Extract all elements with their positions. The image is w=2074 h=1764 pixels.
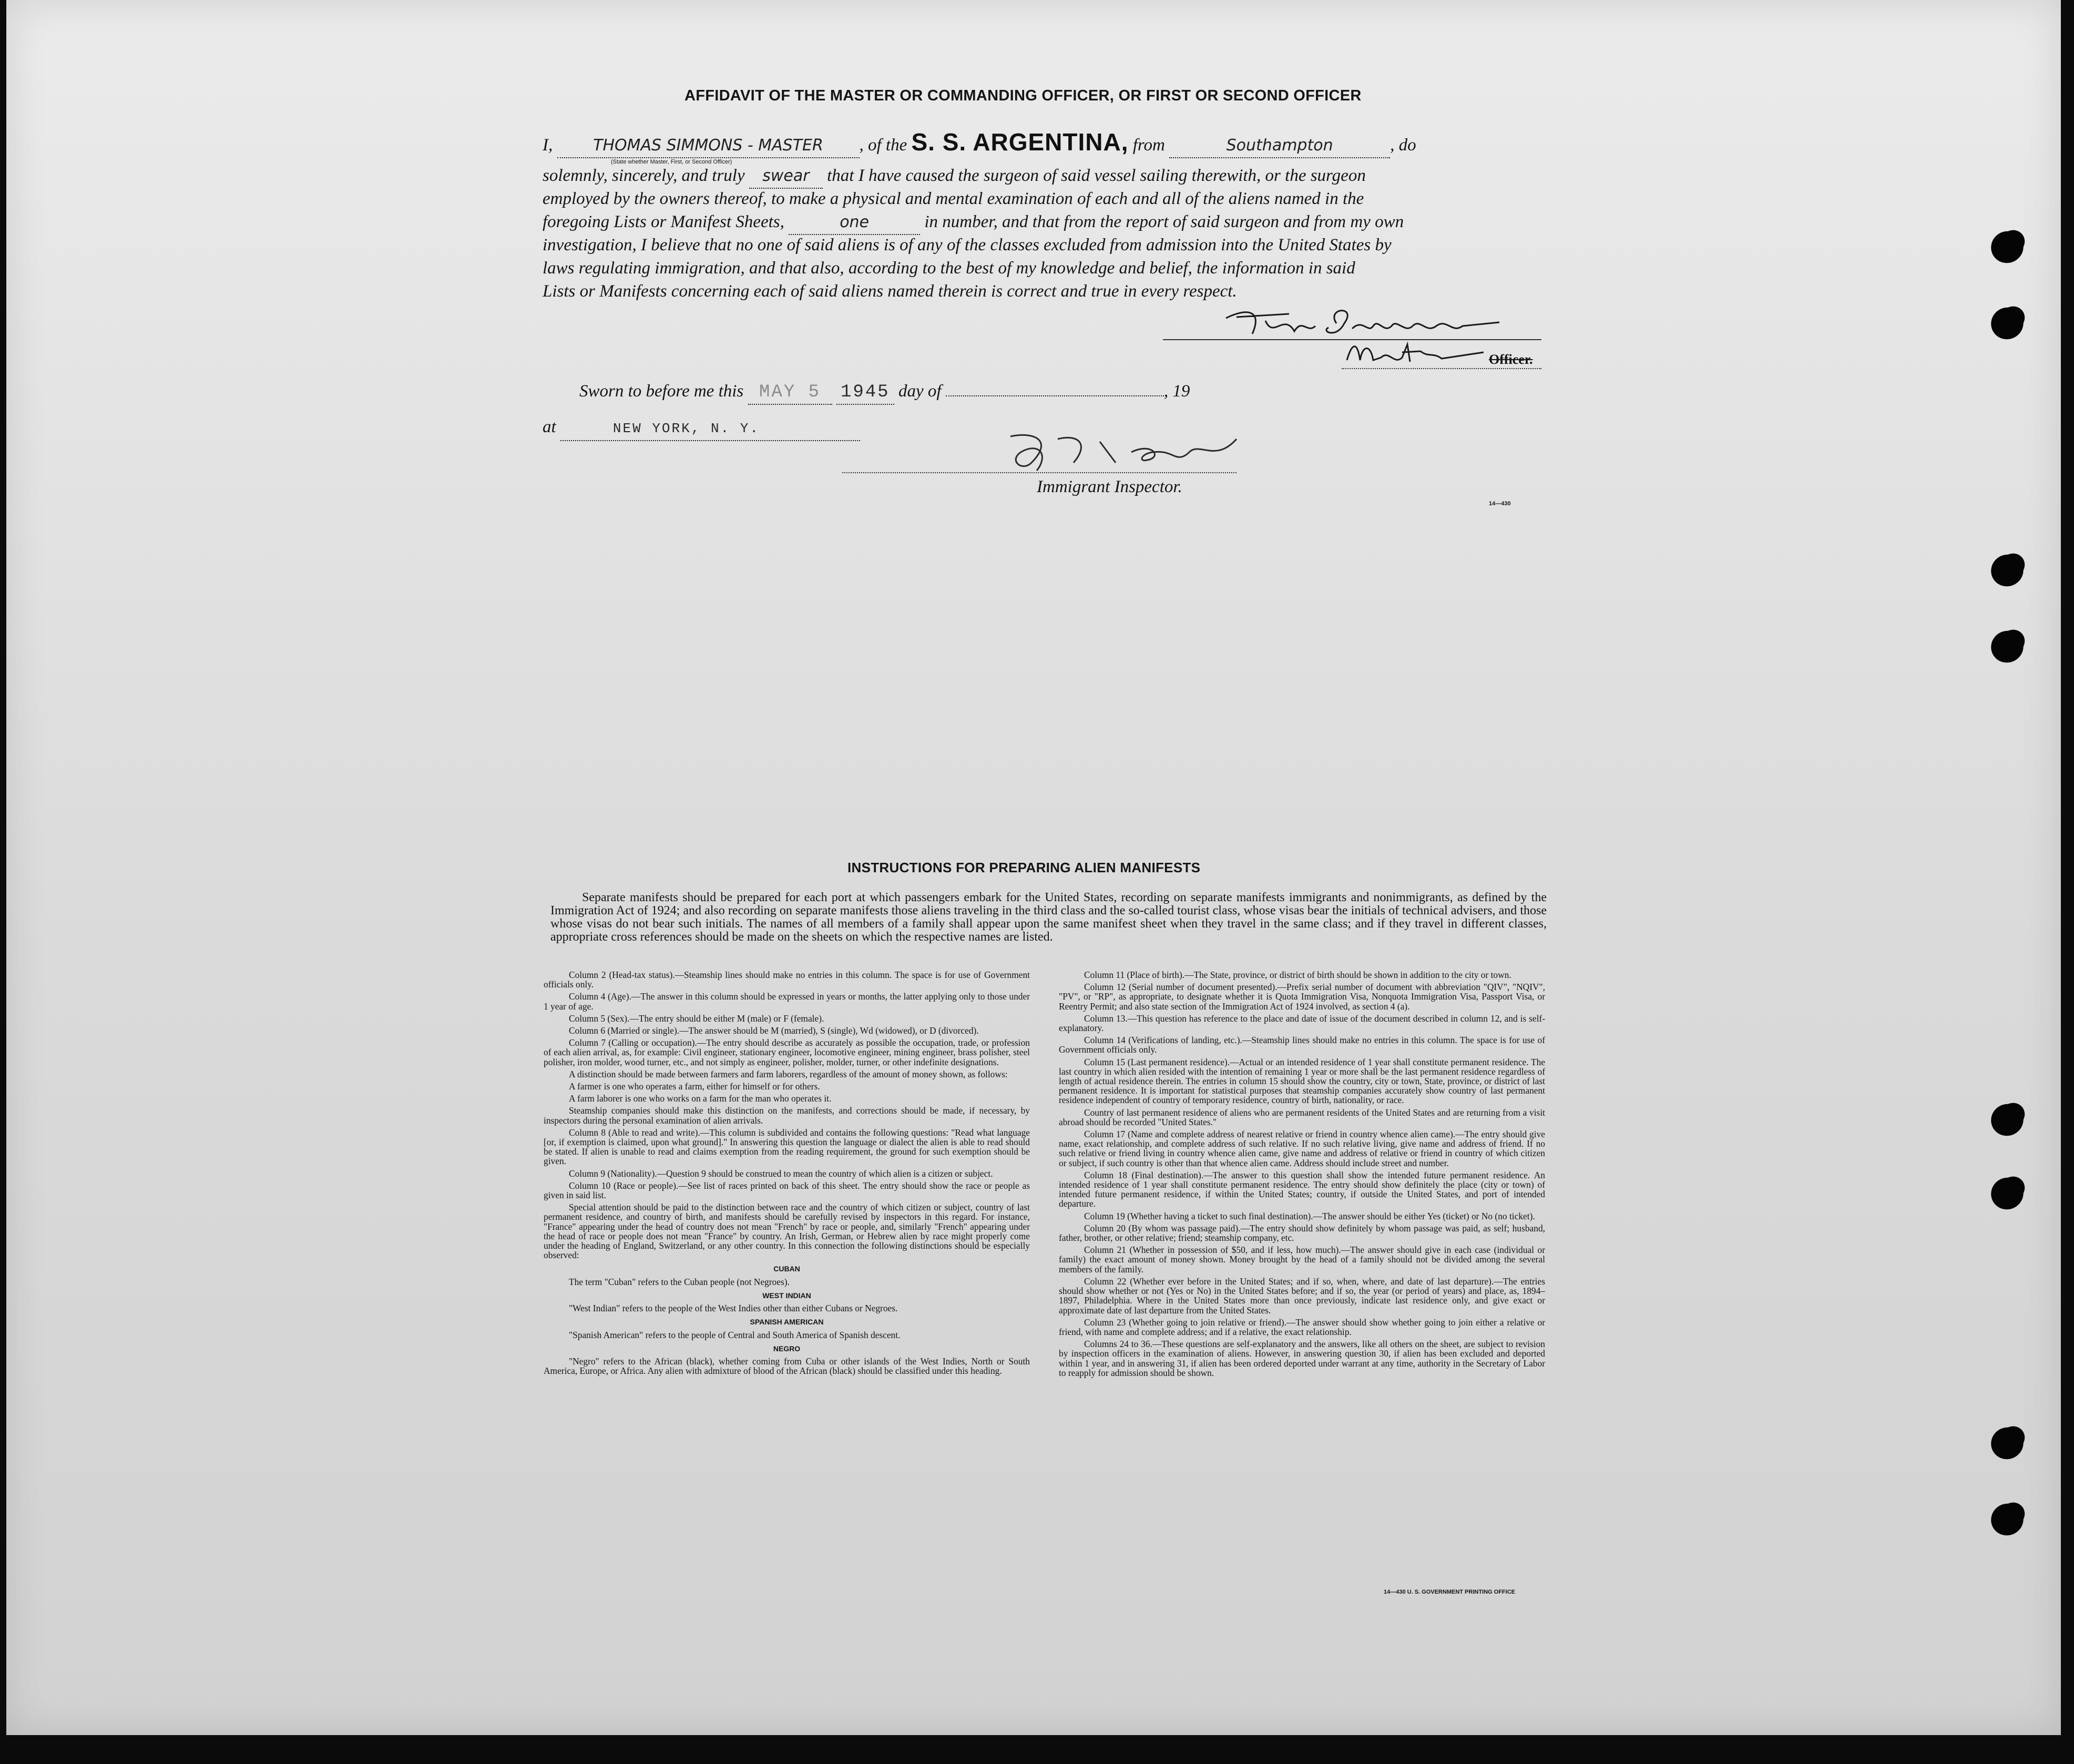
ship-name: S. S. ARGENTINA, <box>911 128 1129 156</box>
affidavit-solemnly: solemnly, sincerely, and truly <box>543 166 745 185</box>
affidavit-form-number: 14—430 <box>1489 501 1511 507</box>
instruction-paragraph: Column 12 (Serial number of document presented).—Prefix serial number of document with abbreviation "QIV", "NQIV", "PV", or "RP", as appropriate, to designate whether it is Quota Immigration Visa, Nonquota Immigration Visa, Passport Visa, or Reentry Permit; and also state section of the Immigration Act of 1924 involved, as section 4 (a). <box>1059 982 1545 1012</box>
affidavit-line-2 <box>543 164 1541 189</box>
heading-west-indian: WEST INDIAN <box>762 1291 811 1300</box>
instruction-paragraph: Column 22 (Whether ever before in the United States; and if so, when, where, and date of last departure).—The entries should show whether or not (Yes or No) in the United States before; and if so, the year (or period of years) and place, as, 1894–1897, Philadelphia. Where in the United States more than once previously, indicate last residence only, and give exact or approximate date of last departure from the United States. <box>1059 1276 1545 1316</box>
inspector-signature <box>995 421 1268 478</box>
instruction-paragraph: Column 2 (Head-tax status).—Steamship lines should make no entries in this column. The space is for use of Government officials only. <box>544 970 1030 990</box>
instruction-paragraph: Columns 24 to 36.—These questions are self-explanatory and the answers, like all others on the sheet, are subject to revision by inspection officers in the examination of aliens. However, in answering question 30, if alien has been excluded and deported within 1 year, and in answering 31, if alien has been ordered deported under warrant at any time, authority in the Secretary of Labor to reapply for admission should be shown. <box>1059 1339 1545 1378</box>
instructions-intro: Separate manifests should be prepared for each port at which passengers embark for the United States, recording on separate manifests immigrants and nonimmigrants, as defined by the Immigration Act of 1924; and also recording on separate manifests those aliens traveling in the third class and the so-called tourist class, whose visas bear the initials of technical advisers, and those whose visas do not bear such initials. The names of all members of a family shall appear upon the same manifest sheet when they travel in the same class; and if they travel in different classes, appropriate cross references should be made on the sheets on which the respective names are listed. <box>550 891 1547 944</box>
place-stamp: NEW YORK, N. Y. <box>560 417 860 441</box>
punch-hole <box>1986 1098 2029 1141</box>
instruction-paragraph: Column 18 (Final destination).—The answer to this question shall show the intended future permanent residence. An intended residence of 1 year shall constitute permanent residence. The entry should show definitely the place (city or town) of intended future permanent residence, if within the United States; country, if outside the United States, and port of intended departure. <box>1059 1169 1545 1209</box>
affidavit-title: AFFIDAVIT OF THE MASTER OR COMMANDING OFFICER, OR FIRST OR SECOND OFFICER <box>684 87 1362 104</box>
affidavit-from: from <box>1132 136 1165 155</box>
instructions-right-column <box>1059 970 1545 1380</box>
instruction-paragraph: Column 17 (Name and complete address of nearest relative or friend in country whence alien came).—The entry should give name, exact relationship, and complete address of such relative. If no such relative living, give name and address of friend. If no such relative or friend living in country whence alien came, give name and address of relative or friend in country of which citizen or subject, if such country is other than that whence alien came. Address should include street and number. <box>1059 1129 1545 1168</box>
punch-hole <box>1986 1498 2029 1541</box>
sworn-date-stamp: MAY 5 <box>748 381 832 405</box>
punch-hole <box>1986 226 2029 269</box>
punch-hole <box>1986 549 2029 592</box>
affidavit-line-2-rest: that I have caused the surgeon of said vessel sailing therewith, or the surgeon <box>827 166 1366 185</box>
heading-negro: NEGRO <box>773 1344 801 1353</box>
instruction-paragraph: Column 6 (Married or single).—The answer should be M (married), S (single), Wd (widowed), or D (divorced). <box>569 1025 979 1036</box>
punch-hole <box>1986 302 2029 345</box>
sworn-month-field <box>946 395 1164 396</box>
instruction-paragraph: Column 23 (Whether going to join relative or friend).—The answer should show whether going to join either a relative or friend, with name and complete address; and if a relative, the exact relationship. <box>1059 1317 1545 1337</box>
instruction-paragraph: A farmer is one who operates a farm, either for himself or for others. <box>569 1081 820 1092</box>
instruction-paragraph: Column 13.—This question has reference to the place and date of issue of the document described in column 12, and is self-explanatory. <box>1059 1013 1545 1034</box>
instruction-paragraph: Column 19 (Whether having a ticket to such final destination).—The answer should be either Yes (ticket) or No (no ticket). <box>1084 1210 1535 1221</box>
affidavit-of-the: , of the <box>859 136 907 155</box>
instructions-left-column <box>544 970 1030 1378</box>
sworn-year-suffix: , 19 <box>1163 382 1190 401</box>
sworn-day-of: day of <box>898 382 942 401</box>
officer-name-field: THOMAS SIMMONS - MASTER <box>557 134 860 158</box>
instruction-paragraph: Column 14 (Verifications of landing, etc.).—Steamship lines should make no entries in this column. The space is for use of Government officials only. <box>1059 1035 1545 1055</box>
instruction-paragraph: Steamship companies should make this distinction on the manifests, and corrections should be made, if necessary, by inspectors during the personal examination of alien arrivals. <box>544 1105 1030 1126</box>
affidavit-line-6: laws regulating immigration, and that also, according to the best of my knowledge and belief, the information in said <box>543 259 1355 278</box>
instructions-title: INSTRUCTIONS FOR PREPARING ALIEN MANIFESTS <box>847 860 1201 875</box>
affidavit-do: , do <box>1390 136 1416 155</box>
officer-label: Officer. <box>1489 352 1533 367</box>
instruction-paragraph: Column 5 (Sex).—The entry should be either M (male) or F (female). <box>569 1013 824 1024</box>
officer-note: (State whether Master, First, or Second Officer) <box>611 159 732 165</box>
sheet-count-field: one <box>789 211 920 235</box>
instruction-paragraph: Column 10 (Race or people).—See list of races printed on back of this sheet. The entry should show the race or people as given in said list. <box>544 1180 1030 1201</box>
sworn-year-stamp: 1945 <box>836 381 894 405</box>
instruction-paragraph: "Negro" refers to the African (black), whether coming from Cuba or other islands of the West Indies, North or South America, Europe, or Africa. Any alien with admixture of blood of the African (black) should be classified under this heading. <box>544 1355 1030 1376</box>
sworn-line <box>579 380 1578 405</box>
manifest-sheet <box>6 0 2061 1735</box>
instruction-paragraph: Country of last permanent residence of aliens who are permanent residents of the United States and are returning from a visit abroad should be recorded "United States." <box>1059 1107 1545 1127</box>
instruction-paragraph: "Spanish American" refers to the people of Central and South America of Spanish descent. <box>569 1329 901 1340</box>
punch-hole <box>1986 1172 2029 1215</box>
affidavit-line-4 <box>543 210 1541 235</box>
affidavit-line-7: Lists or Manifests concerning each of said aliens named therein is correct and true in every respect. <box>543 282 1237 301</box>
punch-hole <box>1986 625 2029 668</box>
oath-field: swear <box>749 165 823 189</box>
instruction-paragraph: Column 9 (Nationality).—Question 9 should be construed to mean the country of which alien is a citizen or subject. <box>569 1168 993 1179</box>
at-label: at <box>543 417 556 436</box>
instruction-paragraph: Column 15 (Last permanent residence).—Actual or an intended residence of 1 year shall constitute permanent residence. The last country in which alien resided with the intention of remaining 1 year or more shall be the last permanent residence regardless of length of actual residence therein. The entries in column 15 should show the country, city or town, State, province, or district of last permanent residence. It is important for statistical purposes that steamship companies accurately show country of last permanent residence independent of country of temporary residence, country of birth, nationality, or race. <box>1059 1056 1545 1106</box>
instruction-paragraph: Column 7 (Calling or occupation).—The entry should describe as accurately as possible the occupation, trade, or profession of each alien arrival, as, for example: Civil engineer, stationary engineer, locomotive engineer, mining engineer, brass polisher, steel polisher, iron molder, wood turner, etc., and not simply as engineer, polisher, molder, turner, or other indefinite designations. <box>544 1037 1030 1067</box>
punch-hole <box>1986 1422 2029 1465</box>
sworn-label: Sworn to before me this <box>579 382 744 401</box>
affidavit-i: I, <box>543 136 553 155</box>
affidavit-line-3: employed by the owners thereof, to make a physical and mental examination of each and all of the aliens named in the <box>543 189 1364 208</box>
instruction-paragraph: Column 8 (Able to read and write).—This column is subdivided and contains the following questions: "Read what language [or, if exemption is claimed, upon what ground]." In answering this question the language or dialect the alien is able to read should be stated. If alien is unable to read and claims exemption from the reading requirement, the ground for such exemption should be given. <box>544 1127 1030 1167</box>
heading-cuban: CUBAN <box>773 1265 800 1273</box>
affidavit-line-4-b: in number, and that from the report of said surgeon and from my own <box>924 212 1404 231</box>
instruction-paragraph: Column 11 (Place of birth).—The State, province, or district of birth should be shown in addition to the city or town. <box>1084 970 1511 980</box>
inspector-label: Immigrant Inspector. <box>1037 477 1182 496</box>
instruction-paragraph: Column 20 (By whom was passage paid).—The entry should show definitely by whom passage was paid, as self; husband, father, brother, or other relative; friend; steamship company, etc. <box>1059 1222 1545 1243</box>
inspector-line <box>842 472 1237 473</box>
instruction-paragraph: "West Indian" refers to the people of the West Indies other than either Cubans or Negroes. <box>569 1303 898 1314</box>
instruction-paragraph: Column 21 (Whether in possession of $50, and if less, how much).—The answer should give in each case (individual or family) the exact amount of money shown. Money brought by the head of a family should not be divided among the several members of the family. <box>1059 1245 1545 1274</box>
instruction-paragraph: The term "Cuban" refers to the Cuban people (not Negroes). <box>569 1276 790 1287</box>
affidavit-line-4-a: foregoing Lists or Manifest Sheets, <box>543 212 784 231</box>
affidavit-line-5: investigation, I believe that no one of said aliens is of any of the classes excluded from admission into the United States by <box>543 236 1392 254</box>
heading-spanish-american: SPANISH AMERICAN <box>750 1318 824 1327</box>
printing-office-footer: 14—430 U. S. GOVERNMENT PRINTING OFFICE <box>1384 1589 1515 1595</box>
instruction-paragraph: A farm laborer is one who works on a farm for the man who operates it. <box>569 1093 832 1104</box>
port-field: Southampton <box>1169 134 1390 158</box>
instruction-paragraph: A distinction should be made between farmers and farm laborers, regardless of the amount of money shown, as follows: <box>569 1068 1008 1079</box>
officer-rank-line <box>1342 368 1541 369</box>
instruction-paragraph: Column 4 (Age).—The answer in this column should be expressed in years or months, the latter applying only to those under 1 year of age. <box>544 991 1030 1012</box>
instruction-paragraph: Special attention should be paid to the distinction between race and the country of which citizen or subject, country of last permanent residence, and country of birth, and manifests should be carefully revised by inspectors in this regard. For instance, "France" appearing under the head of country does not mean "French" by race or people, and, similarly "French" appearing under the head of race or people does not mean "France" by country. An Irish, German, or Hebrew alien by race might properly come under the heading of England, Switzerland, or any other country. In this connection the following distinctions should be especially observed: <box>544 1202 1030 1261</box>
affidavit-line-1 <box>543 130 1541 158</box>
